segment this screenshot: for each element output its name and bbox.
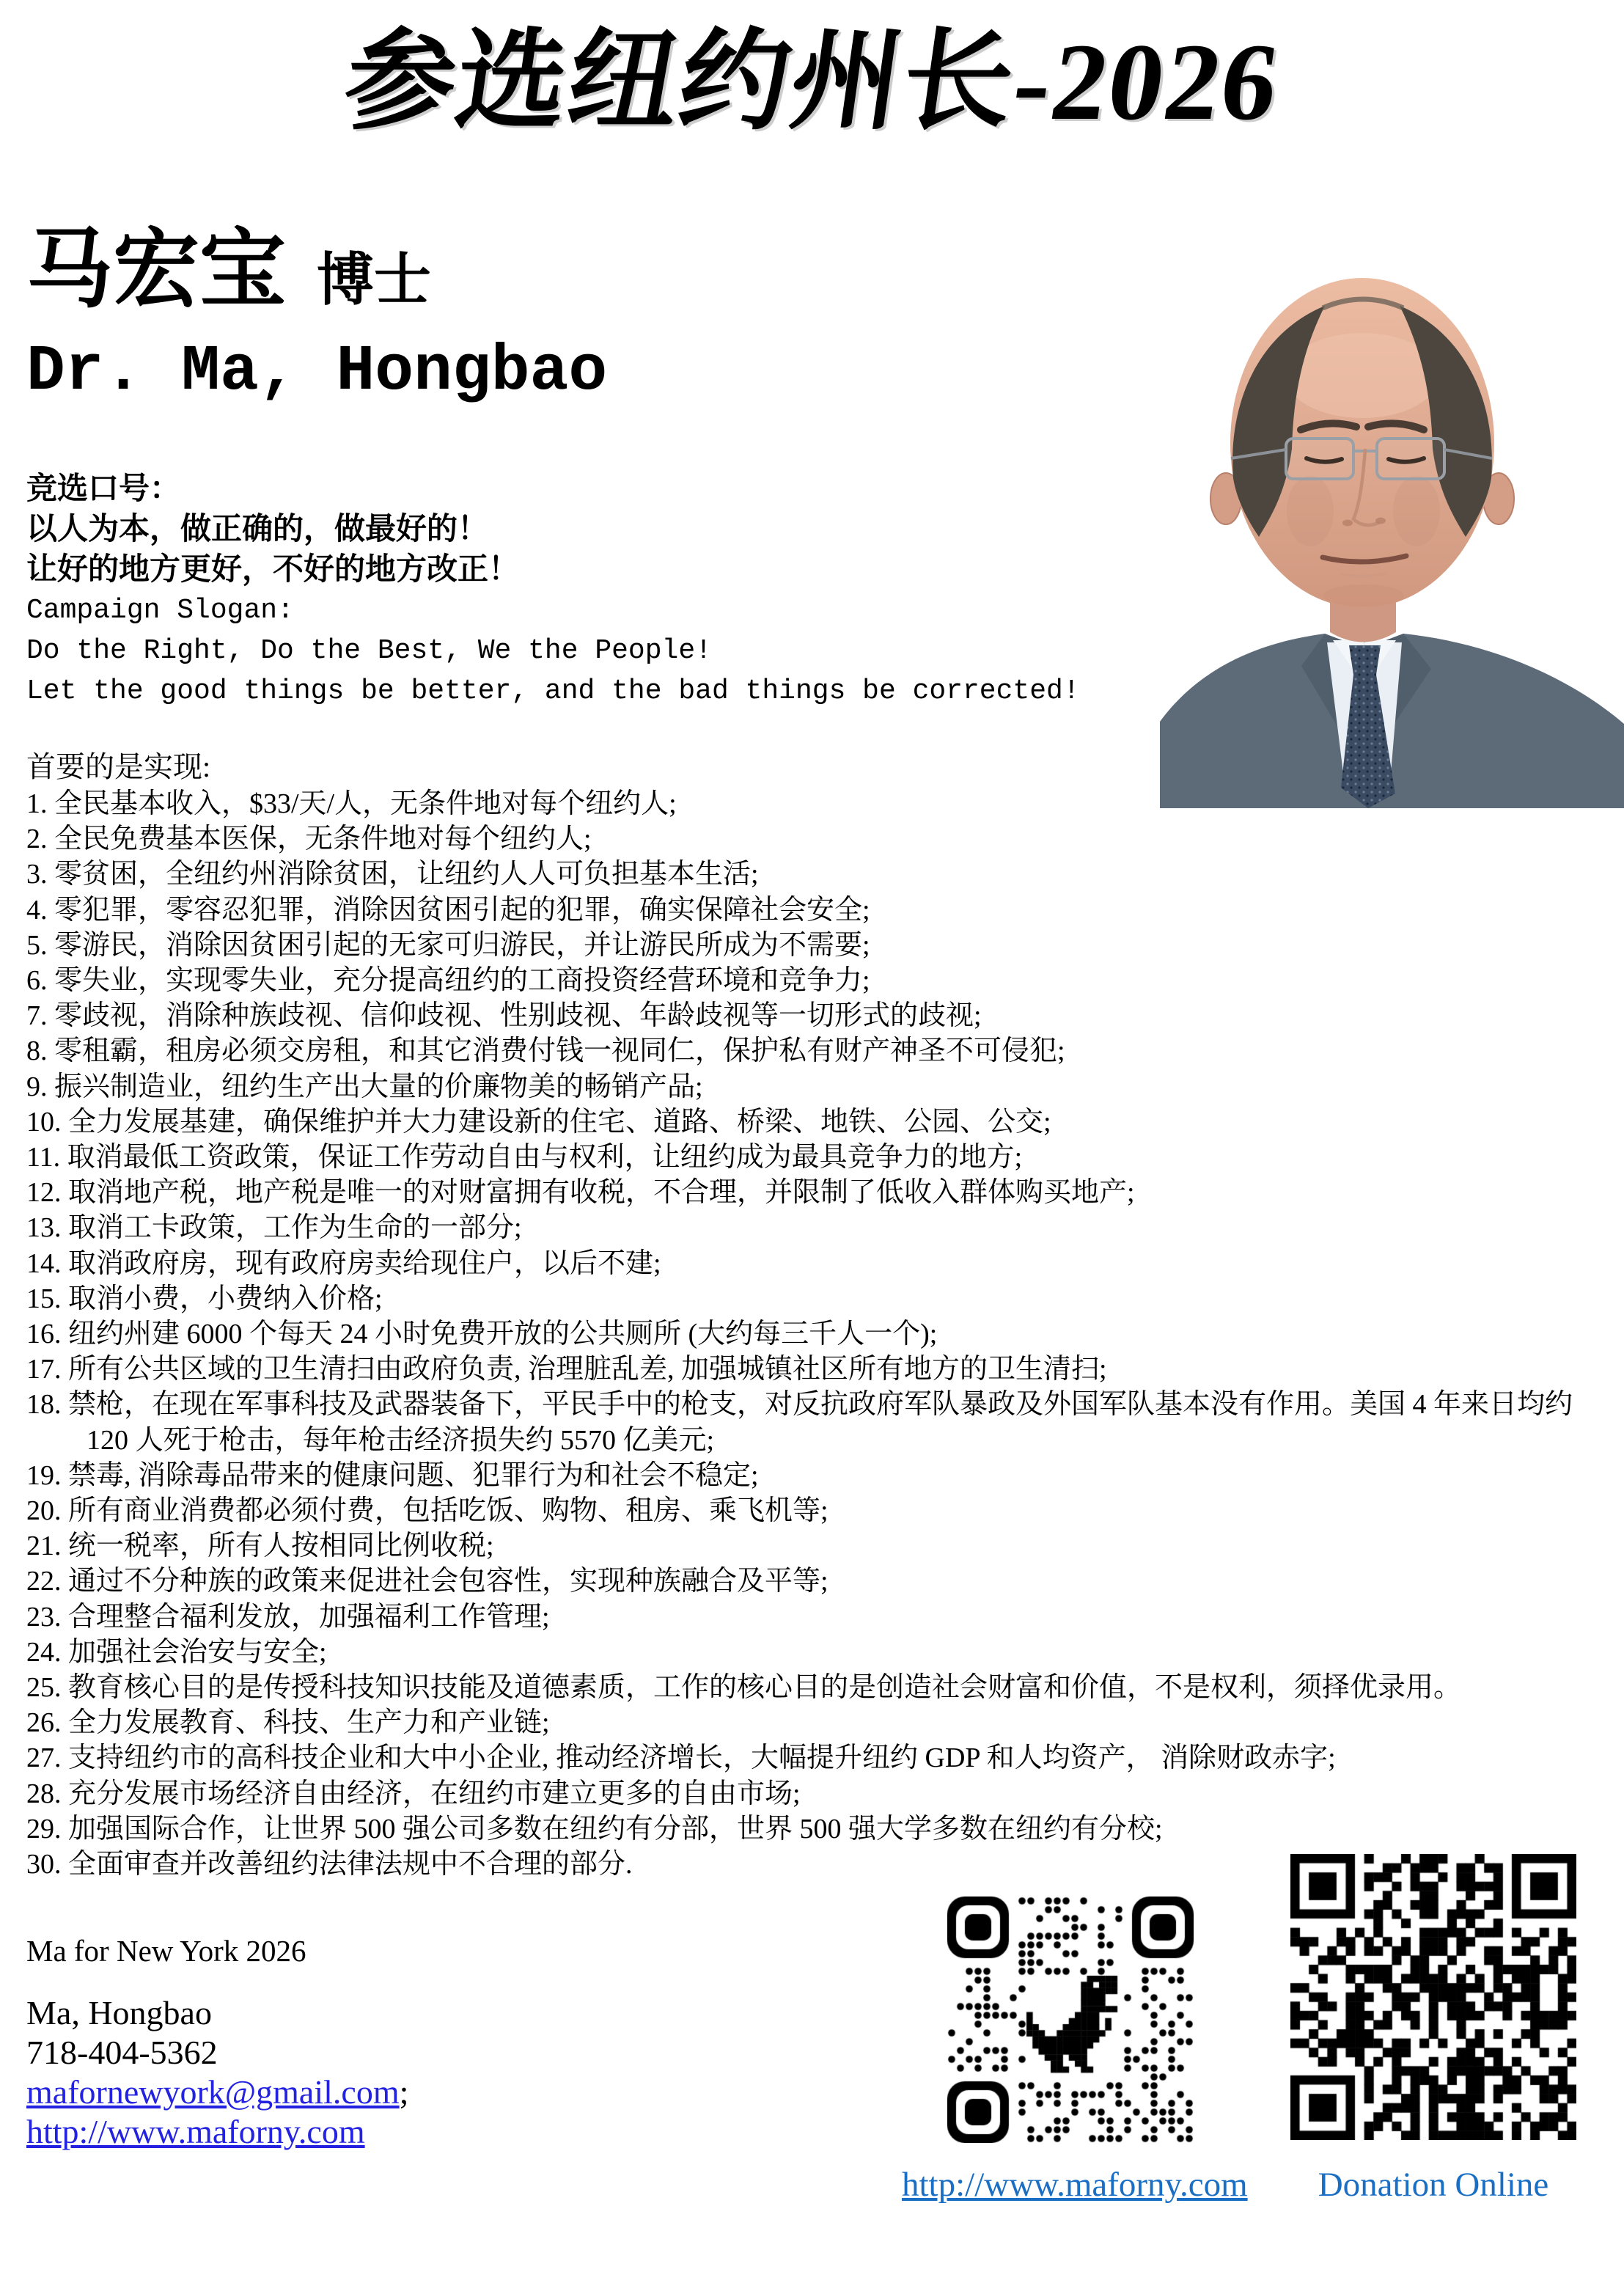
contact-name: Ma, Hongbao bbox=[26, 1994, 212, 2031]
candidate-degree: 博士 bbox=[317, 248, 432, 312]
website-link[interactable]: http://www.maforny.com bbox=[26, 2113, 365, 2150]
platform-list bbox=[26, 786, 1573, 1882]
platform-item: 7. 零歧视，消除种族歧视、信仰歧视、性别歧视、年龄歧视等一切形式的歧视; bbox=[26, 1000, 982, 1032]
platform-item: 20. 所有商业消费都必须付费，包括吃饭、购物、租房、乘飞机等; bbox=[26, 1495, 828, 1527]
campaign-line: Ma for New York 2026 bbox=[26, 1934, 306, 1968]
donation-qr-code bbox=[1290, 1854, 1576, 2140]
candidate-name-row bbox=[26, 199, 431, 324]
platform-intro: 首要的是实现: bbox=[26, 750, 211, 783]
platform-item: 16. 纽约州建 6000 个每天 24 小时免费开放的公共厕所 (大约每三千人一个); bbox=[26, 1319, 938, 1350]
platform-item: 12. 取消地产税，地产税是唯一的对财富拥有收税，不合理，并限制了低收入群体购买地产; bbox=[26, 1177, 1135, 1209]
platform-item: 8. 零租霸，租房必须交房租，和其它消费付钱一视同仁，保护私有财产神圣不可侵犯; bbox=[26, 1036, 1065, 1067]
slogan-line-en-2: Let the good things be better, and the bad things be corrected! bbox=[26, 675, 1080, 707]
platform-item: 11. 取消最低工资政策，保证工作劳动自由与权利，让纽约成为最具竞争力的地方; bbox=[26, 1142, 1023, 1173]
platform-item: 24. 加强社会治安与安全; bbox=[26, 1636, 327, 1668]
candidate-name-cn: 马宏宝 bbox=[26, 222, 287, 318]
contact-website-line bbox=[26, 2112, 408, 2152]
platform-item: 9. 振兴制造业，纽约生产出大量的价廉物美的畅销产品; bbox=[26, 1071, 703, 1102]
platform-item: 18. 禁枪，在现在军事科技及武器装备下，平民手中的枪支，对反抗政府军队暴政及外国军队基本没有作用。美国 4 年来日均约 bbox=[26, 1389, 1573, 1421]
candidate-name-en: Dr. Ma, Hongbao bbox=[26, 336, 608, 408]
qr-right-caption-link[interactable]: Donation Online bbox=[1318, 2166, 1549, 2204]
platform-item: 15. 取消小费，小费纳入价格; bbox=[26, 1283, 383, 1314]
platform-item: 23. 合理整合福利发放，加强福利工作管理; bbox=[26, 1601, 550, 1632]
candidate-portrait-photo bbox=[1160, 265, 1624, 808]
platform-item: 26. 全力发展教育、科技、生产力和产业链; bbox=[26, 1707, 550, 1739]
slogan-label-en: Campaign Slogan: bbox=[26, 595, 294, 626]
slogan-block bbox=[26, 469, 1080, 711]
platform-item: 3. 零贫困，全纽约州消除贫困，让纽约人人可负担基本生活; bbox=[26, 859, 759, 890]
platform-item: 5. 零游民，消除因贫困引起的无家可归游民，并让游民所成为不需要; bbox=[26, 929, 870, 961]
email-separator: ; bbox=[399, 2073, 409, 2111]
platform-item: 2. 全民免费基本医保，无条件地对每个纽约人; bbox=[26, 824, 592, 855]
platform-item: 25. 教育核心目的是传授科技知识技能及道德素质，工作的核心目的是创造社会财富和价值，不是权利，须择优录用。 bbox=[26, 1672, 1462, 1704]
platform-item: 21. 统一税率，所有人按相同比例收税; bbox=[26, 1531, 494, 1562]
website-qr-code bbox=[947, 1897, 1194, 2143]
platform-item: 6. 零失业，实现零失业，充分提高纽约的工商投资经营环境和竞争力; bbox=[26, 965, 870, 997]
platform-item: 13. 取消工卡政策，工作为生命的一部分; bbox=[26, 1212, 522, 1244]
platform-item: 30. 全面审查并改善纽约法律法规中不合理的部分. bbox=[26, 1849, 633, 1880]
slogan-line-cn-1: 以人为本，做正确的，做最好的！ bbox=[26, 513, 489, 546]
slogan-line-en-1: Do the Right, Do the Best, We the People! bbox=[26, 635, 712, 667]
platform-item: 1. 全民基本收入，$33/天/人，无条件地对每个纽约人; bbox=[26, 788, 677, 819]
platform-item: 10. 全力发展基建，确保维护并大力建设新的住宅、道路、桥梁、地铁、公园、公交; bbox=[26, 1106, 1051, 1137]
contact-block bbox=[26, 1993, 408, 2152]
email-link[interactable]: mafornewyork@gmail.com bbox=[26, 2073, 400, 2111]
page-title: 参选纽约州长-2026 bbox=[337, 21, 1287, 143]
platform-item-continuation: 120 人死于枪击，每年枪击经济损失约 5570 亿美元; bbox=[87, 1424, 715, 1456]
contact-email-line bbox=[26, 2073, 408, 2112]
platform-item: 17. 所有公共区域的卫生清扫由政府负责, 治理脏乱差, 加强城镇社区所有地方的卫生清扫; bbox=[26, 1354, 1107, 1385]
platform-item: 22. 通过不分种族的政策来促进社会包容性，实现种族融合及平等; bbox=[26, 1566, 828, 1597]
contact-phone: 718-404-5362 bbox=[26, 2034, 218, 2071]
platform-item: 27. 支持纽约市的高科技企业和大中小企业, 推动经济增长，大幅提升纽约 GDP 和人均资产， 消除财政赤字; bbox=[26, 1743, 1336, 1774]
platform-item: 19. 禁毒, 消除毒品带来的健康问题、犯罪行为和社会不稳定; bbox=[26, 1459, 759, 1491]
slogan-label-cn: 竞选口号： bbox=[26, 472, 181, 506]
platform-item: 29. 加强国际合作，让世界 500 强公司多数在纽约有分部，世界 500 强大学多数在纽约有分校; bbox=[26, 1813, 1163, 1844]
platform-item: 14. 取消政府房，现有政府房卖给现住户，以后不建; bbox=[26, 1247, 661, 1279]
slogan-line-cn-2: 让好的地方更好，不好的地方改正！ bbox=[26, 553, 520, 587]
qr-left-caption-link[interactable]: http://www.maforny.com bbox=[902, 2166, 1248, 2204]
platform-item: 28. 充分发展市场经济自由经济，在纽约市建立更多的自由市场; bbox=[26, 1778, 801, 1809]
platform-item: 4. 零犯罪，零容忍犯罪，消除因贫困引起的犯罪，确实保障社会安全; bbox=[26, 894, 870, 926]
